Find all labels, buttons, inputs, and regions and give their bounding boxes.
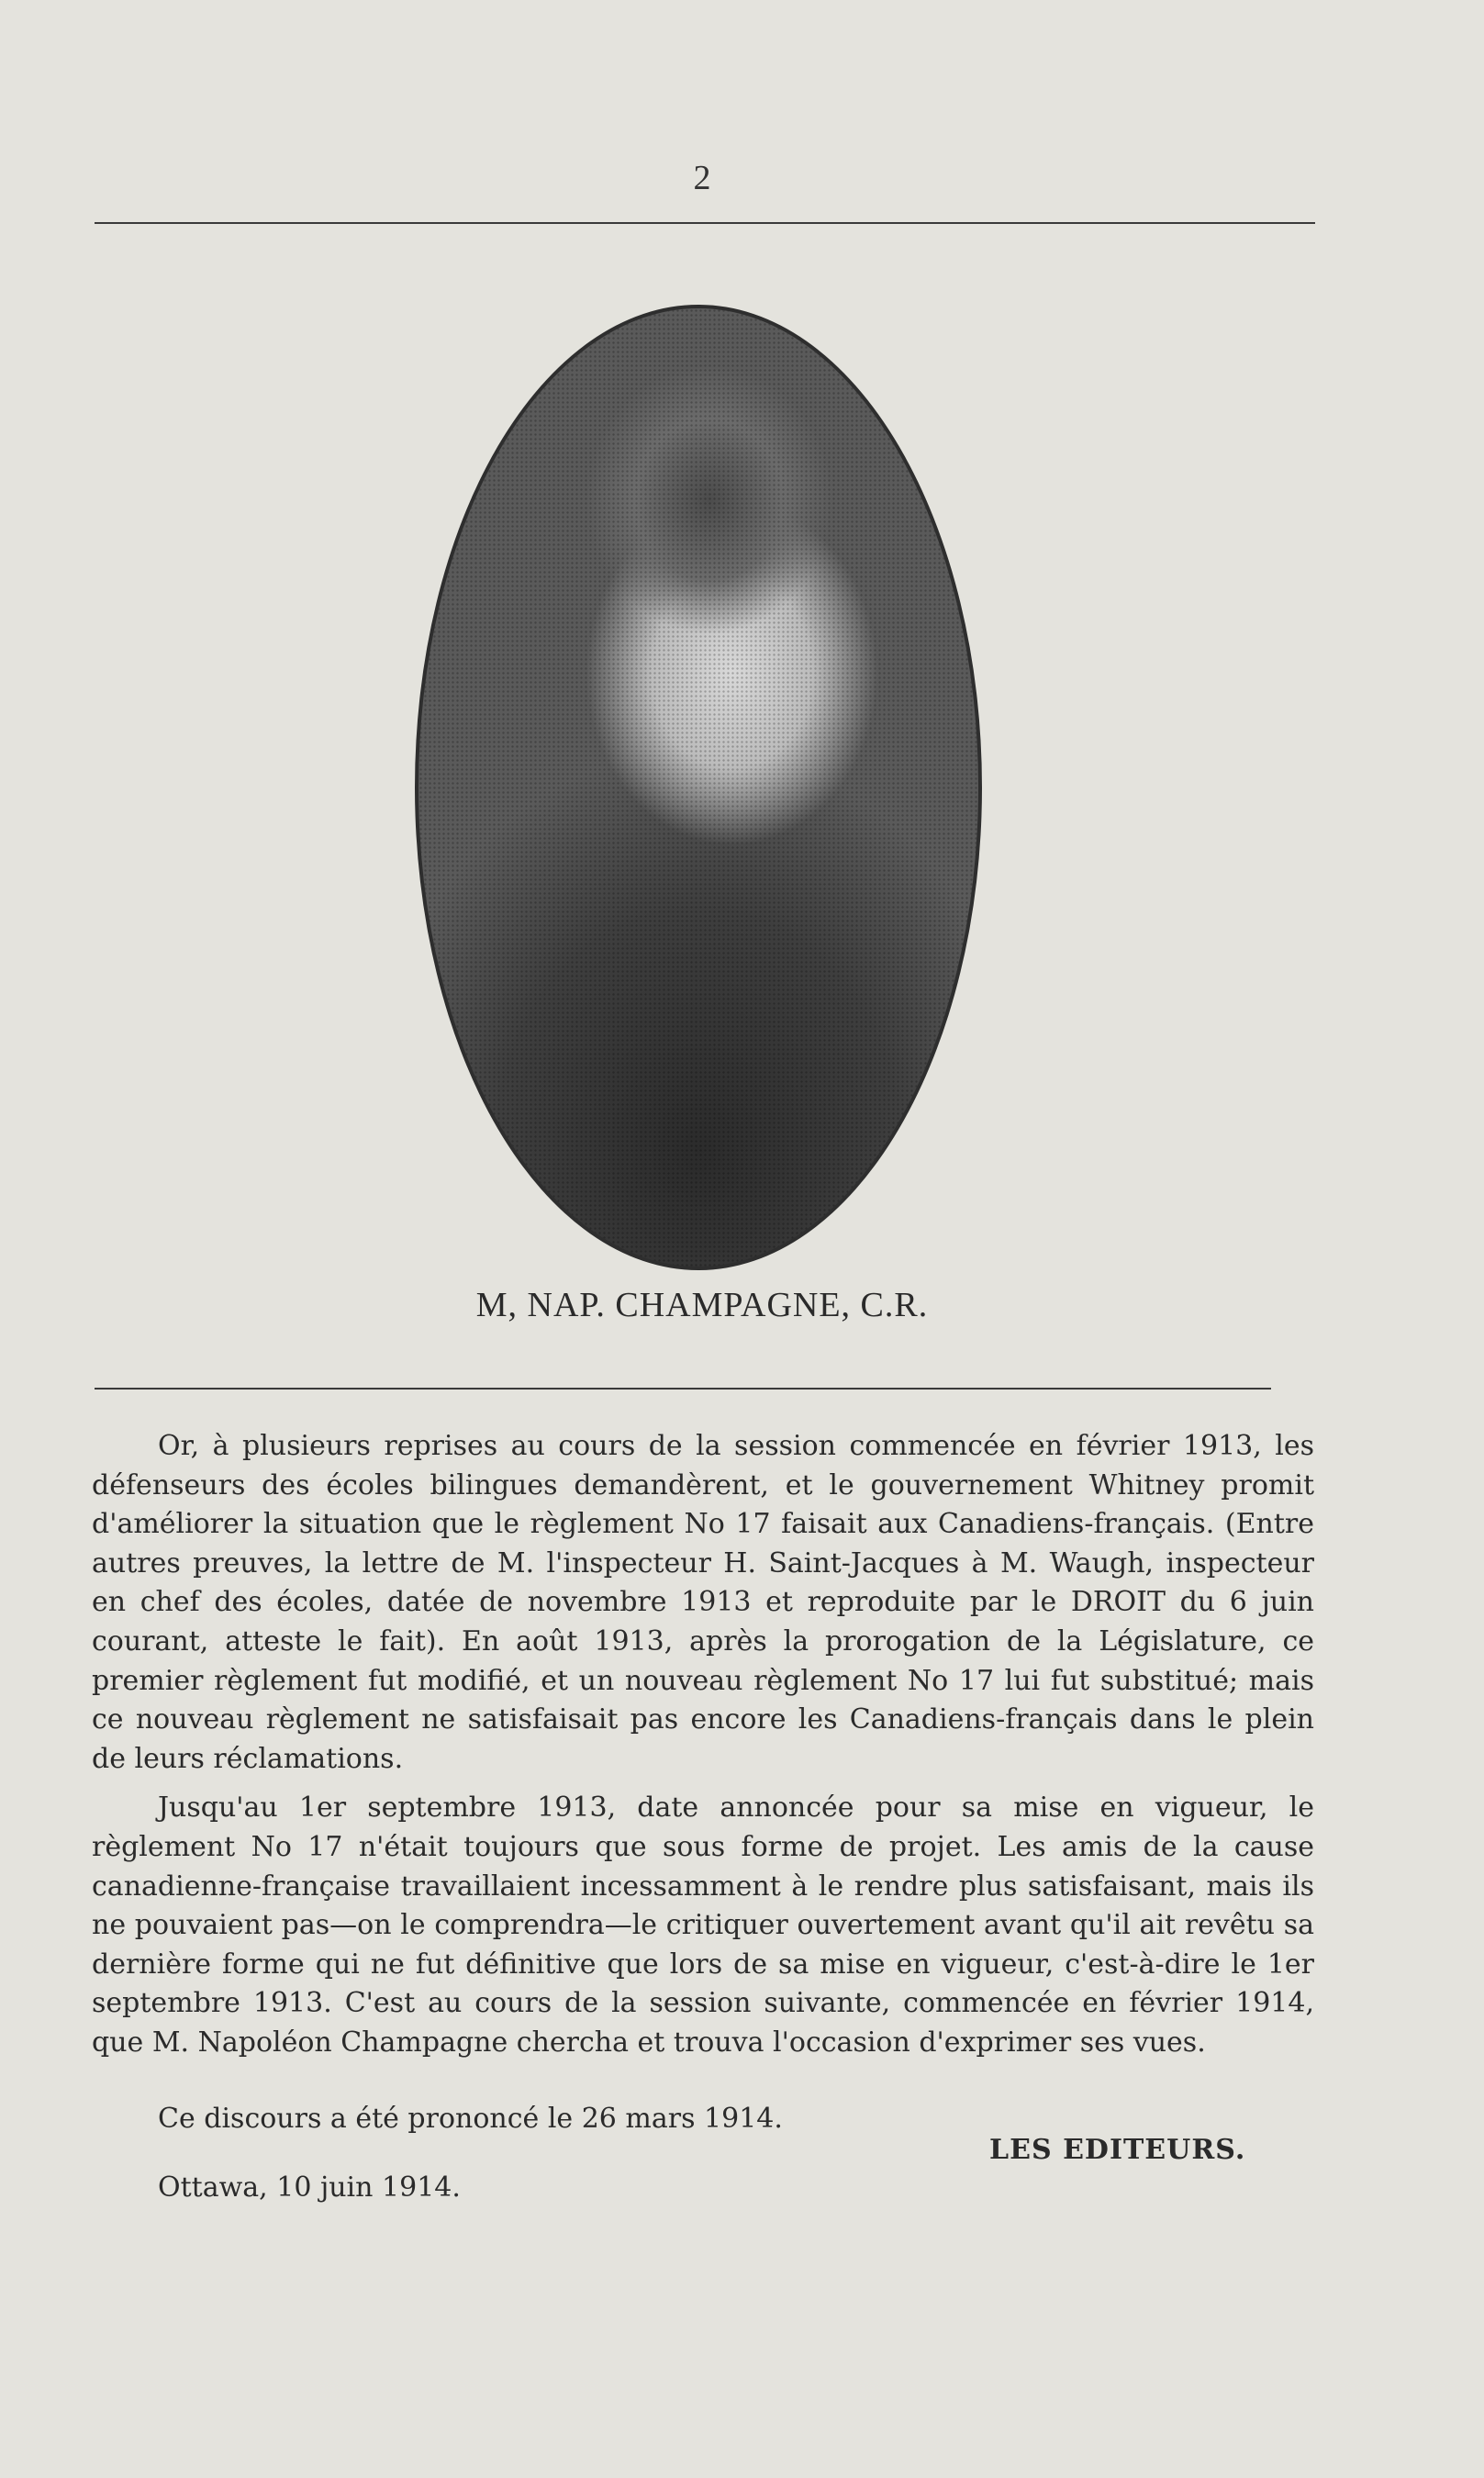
- portrait-photo: [415, 305, 982, 1270]
- top-rule: [95, 222, 1315, 224]
- portrait-caption: M, NAP. CHAMPAGNE, C.R.: [475, 1286, 929, 1324]
- place-date: Ottawa, 10 juin 1914.: [158, 2171, 461, 2204]
- paragraph-2: Jusqu'au 1er septembre 1913, date annoncée pour sa mise en vigueur, le règlement No 17 n'était toujours que sous forme de projet. Les amis de la cause canadienne-française travaillaient incessamment à le rendre plus satisfaisant, mais ils ne pouvaient pas—on le comprendra—le critiquer ouvertement avant qu'il ait revêtu sa dernière forme qui ne fut définitive que lors de sa mise en vigueur, c'est-à-dire le 1er septembre 1913. C'est au cours de la session suivante, commencée en février 1914, que M. Napoléon Champagne chercha et trouva l'occasion d'exprimer ses vues.: [92, 1792, 1314, 2059]
- body-text: [92, 1427, 1314, 2063]
- editors-signature: LES EDITEURS.: [989, 2134, 1246, 2166]
- delivery-note: Ce discours a été prononcé le 26 mars 1914.: [158, 2103, 783, 2135]
- paragraph-1: Or, à plusieurs reprises au cours de la session commencée en février 1913, les défenseurs des écoles bilingues demandèrent, et le gouvernement Whitney promit d'améliorer la situation que le règlement No 17 faisait aux Canadiens-français. (Entre autres preuves, la lettre de M. l'inspecteur H. Saint-Jacques à M. Waugh, inspecteur en chef des écoles, datée de novembre 1913 et reproduite par le DROIT du 6 juin courant, atteste le fait). En août 1913, après la prorogation de la Législature, ce premier règlement fut modifié, et un nouveau règlement No 17 lui fut substitué; mais ce nouveau règlement ne satisfaisait pas encore les Canadiens-français dans le plein de leurs réclamations.: [92, 1430, 1314, 1775]
- section-rule: [95, 1388, 1271, 1390]
- page-number: 2: [693, 159, 711, 197]
